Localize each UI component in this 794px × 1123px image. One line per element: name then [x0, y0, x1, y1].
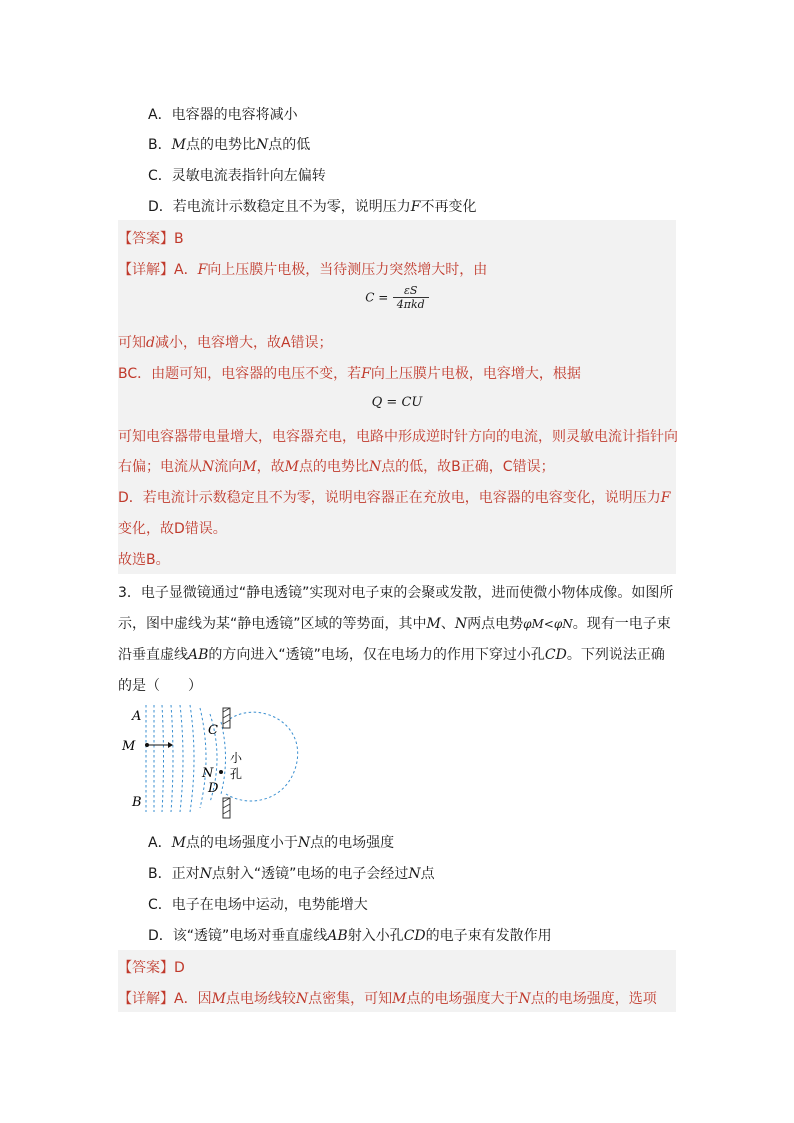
q2-detail-long2: 右偏；电流从N流向M，故M点的电势比N点的低，故B正确，C错误； — [118, 459, 555, 475]
q2-option-d: D．若电流计示数稳定且不为零，说明压力F不再变化 — [148, 199, 477, 215]
label-m: M — [122, 739, 136, 754]
label-a: A — [132, 709, 142, 724]
equipotential-lines — [146, 705, 298, 812]
label-d: D — [208, 781, 219, 796]
q3-detail-line1: 【详解】A．因M点电场线较N点密集，可知M点的电场强度大于N点的电场强度，选项 — [118, 991, 657, 1007]
q3-option-c: C．电子在电场中运动，电势能增大 — [148, 897, 368, 913]
q3-stem-line1: 3．电子显微镜通过“静电透镜”实现对电子束的会聚或发散，进而使微小物体成像。如图所 — [118, 585, 674, 601]
label-c: C — [208, 723, 218, 738]
q2-formula-capacitance: C = $\frac{\varepsilon S}{\text{4πkd}}$ — [118, 284, 676, 311]
q2-option-c: C．灵敏电流表指针向左偏转 — [148, 168, 326, 184]
q3-answer: 【答案】D — [118, 960, 185, 976]
q2-option-b: B．M点的电势比N点的低 — [148, 137, 311, 153]
label-n: N — [202, 766, 214, 781]
q3-option-d: D．该“透镜”电场对垂直虚线AB射入小孔CD的电子束有发散作用 — [148, 928, 552, 944]
arrow-head-icon — [168, 742, 173, 748]
q3-option-a: A．M点的电场强度小于N点的电场强度 — [148, 835, 395, 851]
q2-formula-charge: Q = CU — [371, 395, 423, 410]
q2-option-a: A．电容器的电容将减小 — [148, 107, 298, 123]
q2-detail-long1: 可知电容器带电量增大，电容器充电，电路中形成逆时针方向的电流，则灵敏电流计指针向 — [118, 429, 678, 445]
q3-stem-line2: 示，图中虚线为某“静电透镜”区域的等势面，其中M、N两点电势φM<φN。现有一电子束 — [118, 616, 671, 632]
q2-detail-bc: BC．由题可知，电容器的电压不变，若F向上压膜片电极，电容增大，根据 — [118, 366, 581, 382]
electrostatic-lens-figure — [118, 700, 318, 820]
label-b: B — [132, 795, 142, 810]
plate-bottom — [223, 798, 230, 818]
q2-detail-d2: 变化，故D错误。 — [118, 521, 227, 537]
label-hole-2: 孔 — [230, 767, 243, 781]
q2-conclusion: 故选B。 — [118, 552, 170, 568]
q3-stem-line4: 的是（ ） — [118, 678, 202, 694]
q3-option-b: B．正对N点射入“透镜”电场的电子会经过N点 — [148, 866, 435, 882]
label-hole-1: 小 — [230, 751, 243, 765]
q2-detail-d: D．若电流计示数稳定且不为零，说明电容器正在充放电，电容器的电容变化，说明压力F — [118, 490, 671, 506]
q3-stem-line3: 沿垂直虚线AB的方向进入“透镜”电场，仅在电场力的作用下穿过小孔CD。下列说法正确 — [118, 647, 665, 663]
point-m — [145, 743, 149, 747]
plate-top — [223, 708, 230, 728]
q2-detail-line2: 可知d减小，电容增大，故A错误； — [118, 335, 333, 351]
q2-answer: 【答案】B — [118, 231, 184, 247]
q2-detail-line1: 【详解】A．F向上压膜片电极，当待测压力突然增大时，由 — [118, 262, 488, 278]
point-n — [219, 770, 223, 774]
